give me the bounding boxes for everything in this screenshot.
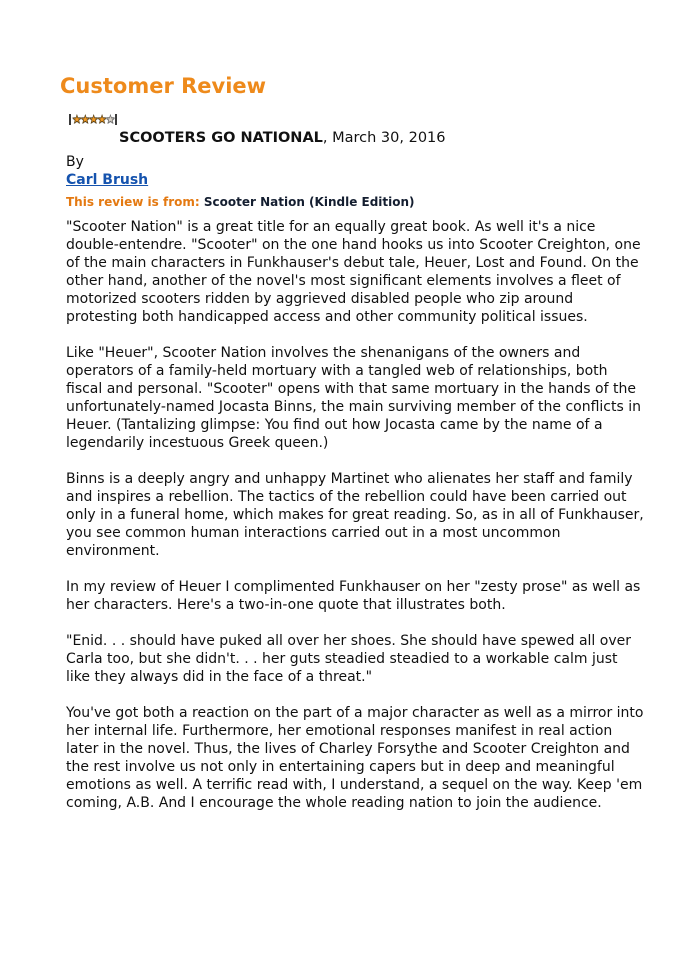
review-paragraph: You've got both a reaction on the part of a major character as well as a mirror into her internal life. Furthermore, her emotional responses manifest in real action later in the novel. Thus, the lives of Charley Forsythe and Scooter Creighton and the rest involve us not only in entertaining capers but in deep and meaningful emotions as well. A terrific read with, I understand, a sequel on the way. Keep 'em coming, A.B. And I encourage the whole reading nation to join the audience.: [66, 705, 644, 811]
byline: [66, 153, 644, 189]
star-icon: ★: [80, 113, 89, 126]
review-paragraph: "Enid. . . should have puked all over her shoes. She should have spewed all over Carla too, but she didn't. . . her guts steadied steadied to a workable calm just like they always did in the face of a threat.": [66, 633, 631, 685]
review-paragraph: Binns is a deeply angry and unhappy Martinet who alienates her staff and family and inspires a rebellion. The tactics of the rebellion could have been carried out only in a funeral home, which makes for great reading. So, as in all of Funkhauser, you see common human interactions carried out in a most uncommon environment.: [66, 471, 644, 559]
review-paragraph: In my review of Heuer I complimented Funkhauser on her "zesty prose" as well as her characters. Here's a two-in-one quote that illustrates both.: [66, 579, 641, 613]
by-label: By: [66, 154, 84, 170]
review-title-line: [119, 129, 644, 148]
review-paragraph: Like "Heuer", Scooter Nation involves the shenanigans of the owners and operators of a family-held mortuary with a tangled web of relationships, both fiscal and personal. "Scooter" opens with that same mortuary in the hands of the unfortunately-named Jocasta Binns, the main surviving member of the conflicts in Heuer. (Tantalizing glimpse: You find out how Jocasta came by the name of a legendarily incestuous Greek queen.): [66, 345, 641, 451]
review-from-label: This review is from:: [66, 195, 200, 209]
author-line: [66, 171, 644, 189]
star-icon: ★: [88, 113, 98, 126]
page-title: Customer Review: [60, 74, 267, 98]
review-title: SCOOTERS GO NATIONAL: [119, 130, 323, 146]
review-paragraph: "Scooter Nation" is a great title for an equally great book. As well it's a nice double-entendre. "Scooter" on the one hand hooks us into Scooter Creighton, one of the main characters in Funkhauser's debut tale, Heuer, Lost and Found. On the other hand, another of the novel's most significant elements involves a fleet of motorized scooters ridden by aggrieved disabled people who zip around protesting both handicapped access and other community political issues.: [66, 219, 641, 325]
star-icon: ★: [97, 113, 106, 126]
review-date: , March 30, 2016: [322, 130, 446, 146]
product-name: Scooter Nation (Kindle Edition): [203, 195, 415, 209]
rating-row: [60, 97, 644, 127]
author-link[interactable]: Carl Brush: [66, 172, 149, 188]
rating-stars: [69, 114, 117, 125]
review-content: [60, 76, 644, 830]
review-from-line: [66, 195, 644, 210]
review-body: [66, 218, 645, 812]
star-icon: ★: [105, 113, 114, 126]
star-icon: ★: [72, 113, 81, 126]
